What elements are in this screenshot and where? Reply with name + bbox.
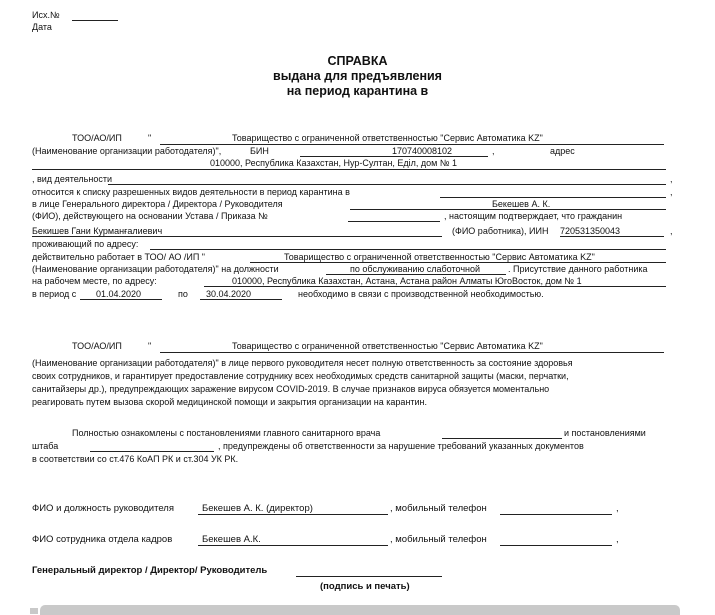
- employer-org-name-line: [160, 144, 664, 145]
- ack-line-2-start: штаба: [32, 441, 59, 451]
- period-from-label: в период с: [32, 289, 77, 299]
- position-line: [326, 274, 506, 275]
- works-org-line: [250, 262, 666, 263]
- activity-comma: ,: [670, 174, 673, 184]
- manager-phone-label: , мобильный телефон: [390, 503, 487, 514]
- resp-line-4: реагировать путем вызова скорой медицинской помощи и закрытия организации на карантин.: [32, 397, 428, 407]
- director-text: в лице Генерального директора / Директора / Руководителя: [32, 199, 283, 209]
- ack-line-1-end: и постановлениями: [564, 428, 646, 438]
- org-type-label: ТОО/АО/ИП: [72, 133, 122, 143]
- presence-text: . Присутствие данного работника: [508, 264, 648, 274]
- bin-label: БИН: [250, 146, 269, 156]
- hr-phone-line[interactable]: [500, 545, 612, 546]
- resp-line-3: санитайзеры др.), предупреждающих заражение вирусом COVID-2019. В случае признаков вируса обязуется моментально: [32, 384, 550, 394]
- works-org: Товарищество с ограниченной ответственностью "Сервис Автоматика KZ": [284, 252, 595, 262]
- horizontal-scrollbar[interactable]: [40, 605, 680, 615]
- hr-line: [198, 545, 388, 546]
- permitted-text: относится к списку разрешенных видов деятельности в период карантина в: [32, 187, 350, 197]
- activity-label: , вид деятельности: [32, 174, 112, 184]
- ack-line-2-end: , предупреждены об ответственности за нарушение требований указанных документов: [218, 441, 584, 451]
- director-signature-line[interactable]: [296, 576, 442, 577]
- ref-number-label: Исх.№: [32, 10, 60, 20]
- necessity-text: необходимо в связи с производственной необходимостью.: [298, 289, 544, 299]
- fio-text: (ФИО), действующего на основании Устава / Приказа №: [32, 211, 268, 221]
- workplace-line: [204, 286, 666, 287]
- signature-hint: (подпись и печать): [320, 581, 410, 592]
- period-to-value: 30.04.2020: [206, 289, 252, 299]
- bin-value: 170740008102: [392, 146, 453, 156]
- region-comma: ,: [670, 187, 673, 197]
- resp-quote-mark: ": [148, 341, 152, 351]
- hr-phone-comma: ,: [616, 534, 619, 545]
- workplace-value: 010000, Республика Казахстан, Астана, Астана район Алматы ЮгоВосток, дом № 1: [232, 276, 582, 286]
- hr-phone-label: , мобильный телефон: [390, 534, 487, 545]
- org-name-hint: (Наименование организации работодателя)",: [32, 146, 222, 156]
- residence-line[interactable]: [150, 249, 666, 250]
- address-label: адрес: [550, 146, 575, 156]
- position-value: по обслуживанию слаботочной: [350, 264, 481, 274]
- iin-value: 720531350043: [560, 226, 621, 236]
- employee-hint: (ФИО работника), ИИН: [452, 226, 549, 236]
- iin-line: [560, 236, 664, 237]
- date-label: Дата: [32, 22, 52, 32]
- resp-org-name: Товарищество с ограниченной ответственностью "Сервис Автоматика KZ": [232, 341, 543, 351]
- manager-phone-line[interactable]: [500, 514, 612, 515]
- scroll-arrow[interactable]: [30, 608, 38, 614]
- position-hint: (Наименование организации работодателя)" на должности: [32, 264, 279, 274]
- works-label: действительно работает в ТОО/ АО /ИП ": [32, 252, 206, 262]
- doctor-decree-line[interactable]: [442, 438, 562, 439]
- resp-org-name-line: [160, 352, 664, 353]
- bin-line: [300, 156, 488, 157]
- resp-org-type-label: ТОО/АО/ИП: [72, 341, 122, 351]
- director-line: [350, 209, 666, 210]
- manager-label: ФИО и должность руководителя: [32, 503, 174, 514]
- bin-comma: ,: [492, 146, 495, 156]
- hr-label: ФИО сотрудника отдела кадров: [32, 534, 173, 545]
- manager-phone-comma: ,: [616, 503, 619, 514]
- employer-org-name: Товарищество с ограниченной ответственностью "Сервис Автоматика KZ": [232, 133, 543, 143]
- activity-line[interactable]: [108, 184, 666, 185]
- document-subtitle-period: на период карантина в: [286, 84, 429, 98]
- employee-name: Бекишев Гани Курманғалиевич: [32, 226, 163, 236]
- order-number-line[interactable]: [348, 221, 440, 222]
- region-line[interactable]: [440, 197, 666, 198]
- quote-mark: ": [148, 133, 152, 143]
- hq-decree-line[interactable]: [90, 451, 214, 452]
- workplace-label: на рабочем месте, по адресу:: [32, 276, 157, 286]
- manager-line: [198, 514, 388, 515]
- manager-value: Бекешев А. К. (директор): [202, 503, 313, 514]
- address-value: 010000, Республика Казахстан, Нур-Султан, Еділ, дом № 1: [210, 158, 458, 168]
- document-title: СПРАВКА: [327, 54, 388, 68]
- hr-value: Бекешев А.К.: [202, 534, 261, 545]
- period-to-label: по: [178, 289, 188, 299]
- residence-label: проживающий по адресу:: [32, 239, 139, 249]
- period-to-line: [200, 299, 282, 300]
- ack-line-1: Полностью ознакомлены с постановлениями главного санитарного врача: [72, 428, 381, 438]
- period-from-line: [80, 299, 162, 300]
- employee-name-line: [32, 236, 442, 237]
- ack-line-3: в соответствии со ст.476 КоАП РК и ст.304 УК РК.: [32, 454, 239, 464]
- resp-line-2: своих сотрудников, и гарантирует предоставление сотруднику всех необходимых средств санитарной защиты (маски, перчатки,: [32, 371, 569, 381]
- director-name: Бекешев А. К.: [492, 199, 551, 209]
- iin-comma: ,: [670, 226, 673, 236]
- resp-line-1: (Наименование организации работодателя)" в лице первого руководителя несет полную ответственность за состояние здоровья: [32, 358, 573, 368]
- address-line: [32, 169, 666, 170]
- director-signature-label: Генеральный директор / Директор/ Руководитель: [32, 565, 268, 576]
- period-from-value: 01.04.2020: [96, 289, 142, 299]
- confirm-text: , настоящим подтверждает, что гражданин: [444, 211, 623, 221]
- ref-number-field[interactable]: [72, 20, 118, 21]
- document-subtitle: выдана для предъявления: [273, 69, 442, 83]
